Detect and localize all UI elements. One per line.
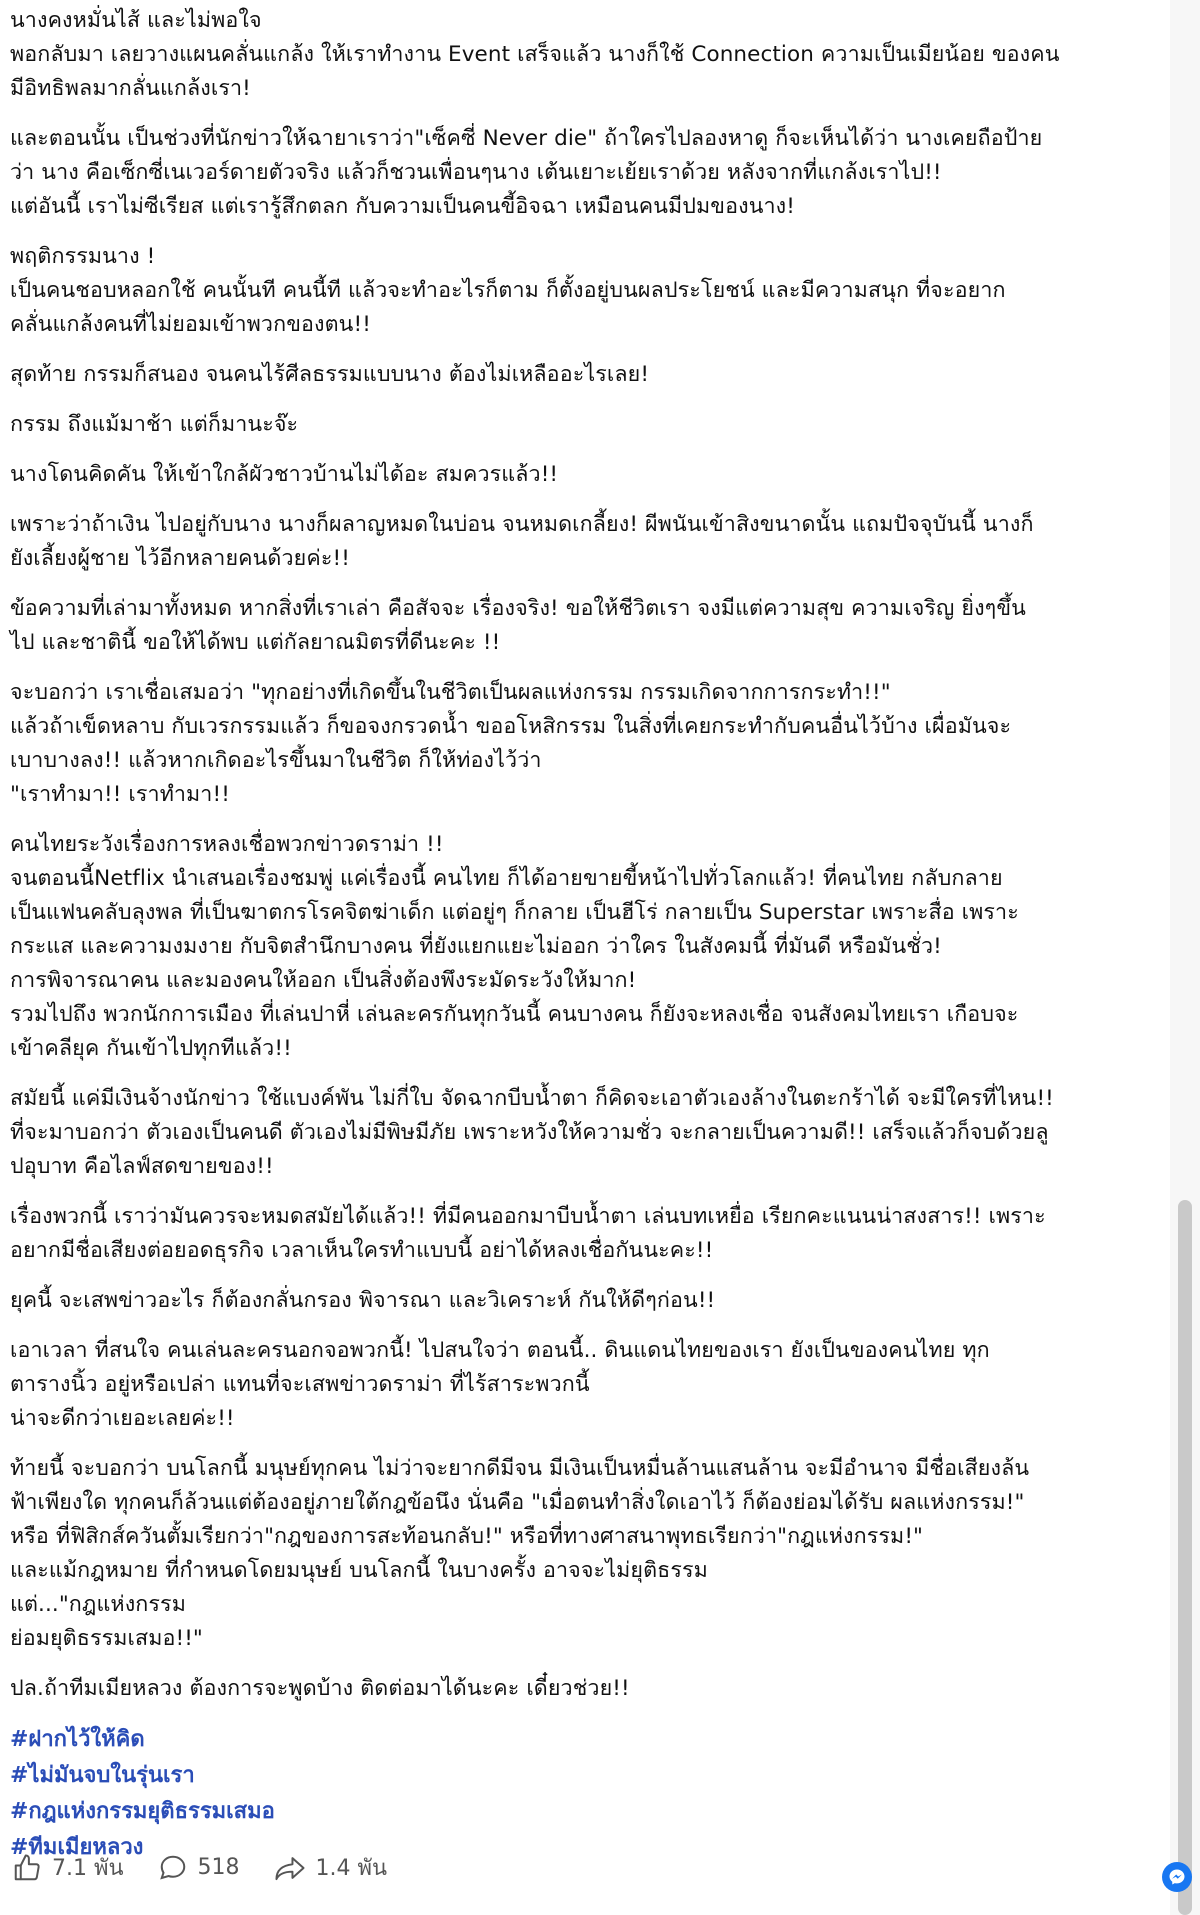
post-text-line: ที่จะมาบอกว่า ตัวเองเป็นคนดี ตัวเองไม่มีพิษมีภัย เพราะหวังให้ความชั่ว จะกลายเป็นความดี!! เสร็จแล้วก็จบด้วยลู bbox=[10, 1120, 1049, 1145]
post-text-line: มีอิทธิพลมากลั่นแกล้งเรา! bbox=[10, 76, 251, 101]
post-text-line: คนไทยระวังเรื่องการหลงเชื่อพวกข่าวดราม่า !! bbox=[10, 832, 444, 857]
post-paragraph bbox=[10, 358, 1154, 392]
like-count: 7.1 พัน bbox=[52, 1856, 124, 1881]
post-paragraph bbox=[10, 828, 1154, 1066]
post-text-line: นางคงหมั่นไส้ และไม่พอใจ bbox=[10, 8, 262, 33]
messenger-icon bbox=[1168, 1868, 1186, 1886]
post-paragraph bbox=[10, 676, 1154, 812]
post-text-line: แต่อันนี้ เราไม่ซีเรียส แต่เรารู้สึกตลก กับความเป็นคนขี้อิจฉา เหมือนคนมีปมของนาง! bbox=[10, 194, 795, 219]
post-text-line: เพราะว่าถ้าเงิน ไปอยู่กับนาง นางก็ผลาญหมดในบ่อน จนหมดเกลี้ยง! ผีพนันเข้าสิงขนาดนั้น แถมปัจจุบันนี้ นางก็ bbox=[10, 512, 1034, 537]
post-text-line: คลั่นแกล้งคนที่ไม่ยอมเข้าพวกของตน!! bbox=[10, 312, 371, 337]
hashtag-link[interactable]: #ไม่มันจบในรุ่นเรา bbox=[10, 1763, 195, 1788]
post-text-line: น่าจะดีกว่าเยอะเลยค่ะ!! bbox=[10, 1406, 235, 1431]
post-paragraph bbox=[10, 240, 1154, 342]
post-text-line: และแม้กฎหมาย ที่กำหนดโดยมนุษย์ บนโลกนี้ ในบางครั้ง อาจจะไม่ยุติธรรม bbox=[10, 1558, 708, 1583]
messenger-button[interactable] bbox=[1162, 1862, 1192, 1892]
post-text-line: อยากมีชื่อเสียงต่อยอดธุรกิจ เวลาเห็นใครทำแบบนี้ อย่าได้หลงเชื่อกันนะคะ!! bbox=[10, 1238, 714, 1263]
share-button[interactable] bbox=[274, 1850, 388, 1885]
comment-count: 518 bbox=[197, 1855, 240, 1880]
post-text-line: พฤติกรรมนาง ! bbox=[10, 244, 156, 269]
post-text-line: ย่อมยุติธรรมเสมอ!!" bbox=[10, 1626, 203, 1651]
post-text-line: กระแส และความงมงาย กับจิตสำนึกบางคน ที่ยังแยกแยะไม่ออก ว่าใคร ในสังคมนี้ ที่มันดี หรือมันชั่ว! bbox=[10, 934, 942, 959]
post-text-line: เอาเวลา ที่สนใจ คนเล่นละครนอกจอพวกนี้! ไปสนใจว่า ตอนนี้.. ดินแดนไทยของเรา ยังเป็นของคนไทย ทุก bbox=[10, 1338, 990, 1363]
post-text-line: กรรม ถึงแม้มาช้า แต่ก็มานะจ๊ะ bbox=[10, 412, 299, 437]
comment-bubble-icon bbox=[158, 1853, 188, 1883]
post-paragraph bbox=[10, 1284, 1154, 1318]
post-text-line: แต่..."กฎแห่งกรรม bbox=[10, 1592, 186, 1617]
post-text-line: หรือ ที่ฟิสิกส์ควันตั้มเรียกว่า"กฎของการสะท้อนกลับ!" หรือที่ทางศาสนาพุทธเรียกว่า"กฎแห่งกรรม!" bbox=[10, 1524, 924, 1549]
post-text-line: "เราทำมา!! เราทำมา!! bbox=[10, 782, 230, 807]
post-paragraph bbox=[10, 4, 1154, 106]
post-text-line: ปล.ถ้าทีมเมียหลวง ต้องการจะพูดบ้าง ติดต่อมาได้นะคะ เดี๋ยวช่วย!! bbox=[10, 1676, 630, 1701]
post-text-line: รวมไปถึง พวกนักการเมือง ที่เล่นปาหี่ เล่นละครกันทุกวันนี้ คนบางคน ก็ยังจะหลงเชื่อ จนสังคมไทยเรา เกือบจะ bbox=[10, 1002, 1019, 1027]
post-paragraph bbox=[10, 1334, 1154, 1436]
post-paragraph bbox=[10, 458, 1154, 492]
post-text-line: สุดท้าย กรรมก็สนอง จนคนไร้ศีลธรรมแบบนาง ต้องไม่เหลืออะไรเลย! bbox=[10, 362, 650, 387]
post-text-line: ยุคนี้ จะเสพข่าวอะไร ก็ต้องกลั่นกรอง พิจารณา และวิเคราะห์ กันให้ดีๆก่อน!! bbox=[10, 1288, 716, 1313]
post-text-line: ยังเลี้ยงผู้ชาย ไว้อีกหลายคนด้วยค่ะ!! bbox=[10, 546, 350, 571]
hashtag-link[interactable]: #ทีมเมียหลวง bbox=[10, 1835, 144, 1860]
hashtag-link[interactable]: #ฝากไว้ให้คิด bbox=[10, 1727, 145, 1752]
like-button[interactable] bbox=[12, 1850, 124, 1885]
post-text-line: จะบอกว่า เราเชื่อเสมอว่า "ทุกอย่างที่เกิดขึ้นในชีวิตเป็นผลแห่งกรรม กรรมเกิดจากการกระทำ!!" bbox=[10, 680, 891, 705]
post-text-line: เรื่องพวกนี้ เราว่ามันควรจะหมดสมัยได้แล้ว!! ที่มีคนออกมาบีบน้ำตา เล่นบทเหยื่อ เรียกคะแนนน่าสงสาร!! เพราะ bbox=[10, 1204, 1046, 1229]
comment-button[interactable] bbox=[158, 1853, 240, 1883]
post-text-line: เบาบางลง!! แล้วหากเกิดอะไรขึ้นมาในชีวิต ก็ให้ท่องไว้ว่า bbox=[10, 748, 542, 773]
share-count: 1.4 พัน bbox=[315, 1856, 388, 1881]
post-text-line: ปอุบาท คือไลฟ์สดขายของ!! bbox=[10, 1154, 274, 1179]
post-text-line: พอกลับมา เลยวางแผนคลั่นแกล้ง ให้เราทำงาน Event เสร็จแล้ว นางก็ใช้ Connection ความเป็นเมียน้อย ของคน bbox=[10, 42, 1060, 67]
post-paragraph bbox=[10, 1452, 1154, 1656]
post-paragraph bbox=[10, 1082, 1154, 1184]
post-text-line: ไป และชาตินี้ ขอให้ได้พบ แต่กัลยาณมิตรที่ดีนะคะ !! bbox=[10, 630, 501, 655]
thumbs-up-icon bbox=[12, 1853, 42, 1883]
hashtag-list bbox=[10, 1722, 1154, 1866]
scrollbar-thumb[interactable] bbox=[1178, 1200, 1192, 1915]
post-text-line: นางโดนคิดคัน ให้เข้าใกล้ผัวชาวบ้านไม่ได้อะ สมควรแล้ว!! bbox=[10, 462, 559, 487]
post-text-line: ข้อความที่เล่ามาทั้งหมด หากสิ่งที่เราเล่า คือสัจจะ เรื่องจริง! ขอให้ชีวิตเรา จงมีแต่ความสุข ความเจริญ ยิ่งๆขึ้น bbox=[10, 596, 1026, 621]
post-text-line: แล้วถ้าเข็ดหลาบ กับเวรกรรมแล้ว ก็ขอจงกรวดน้ำ ขออโหสิกรรม ในสิ่งที่เคยกระทำกับคนอื่นไว้บ้าง เผื่อมันจะ bbox=[10, 714, 1012, 739]
share-arrow-icon bbox=[274, 1853, 306, 1883]
post-paragraph bbox=[10, 1200, 1154, 1268]
post-text-line: สมัยนี้ แค่มีเงินจ้างนักข่าว ใช้แบงค์พัน ไม่กี่ใบ จัดฉากบีบน้ำตา ก็คิดจะเอาตัวเองล้างในตะกร้าได้ จะมีใครที่ไหน!! bbox=[10, 1086, 1054, 1111]
post-paragraph bbox=[10, 122, 1154, 224]
post-text-line: ฟ้าเพียงใด ทุกคนก็ล้วนแต่ต้องอยู่ภายใต้กฎข้อนึง นั่นคือ "เมื่อตนทำสิ่งใดเอาไว้ ก็ต้องย่อมได้รับ ผลแห่งกรรม!" bbox=[10, 1490, 1025, 1515]
post-text-line: จนตอนนี้Netflix นำเสนอเรื่องชมพู่ แค่เรื่องนี้ คนไทย ก็ได้อายขายขี้หน้าไปทั่วโลกแล้ว! ที่คนไทย กลับกลาย bbox=[10, 866, 1003, 891]
reaction-bar bbox=[12, 1850, 387, 1885]
post-text-line: และตอนนั้น เป็นช่วงที่นักข่าวให้ฉายาเราว่า"เซ็คซี่ Never die" ถ้าใครไปลองหาดู ก็จะเห็นได้ว่า นางเคยถือป้าย bbox=[10, 126, 1043, 151]
hashtag-link[interactable]: #กฎแห่งกรรมยุติธรรมเสมอ bbox=[10, 1799, 275, 1824]
post-text-line: ตารางนิ้ว อยู่หรือเปล่า แทนที่จะเสพข่าวดราม่า ที่ไร้สาระพวกนี้ bbox=[10, 1372, 590, 1397]
post-paragraph bbox=[10, 1672, 1154, 1706]
post-paragraph bbox=[10, 508, 1154, 576]
post-paragraph bbox=[10, 408, 1154, 442]
post-text-line: การพิจารณาคน และมองคนให้ออก เป็นสิ่งต้องพึงระมัดระวังให้มาก! bbox=[10, 968, 637, 993]
post-text bbox=[10, 4, 1154, 1706]
post-paragraph bbox=[10, 592, 1154, 660]
post-text-line: ว่า นาง คือเซ็กซี่เนเวอร์ดายตัวจริง แล้วก็ชวนเพื่อนๆนาง เต้นเยาะเย้ยเราด้วย หลังจากที่แกล้งเราไป!! bbox=[10, 160, 942, 185]
scrollbar[interactable] bbox=[1170, 0, 1200, 1915]
post-text-line: เป็นแฟนคลับลุงพล ที่เป็นฆาตกรโรคจิตฆ่าเด็ก แต่อยู่ๆ ก็กลาย เป็นฮีโร่ กลายเป็น Superstar เพราะสื่อ เพราะ bbox=[10, 900, 1019, 925]
post-text-line: ท้ายนี้ จะบอกว่า บนโลกนี้ มนุษย์ทุกคน ไม่ว่าจะยากดีมีจน มีเงินเป็นหมื่นล้านแสนล้าน จะมีอำนาจ มีชื่อเสียงล้น bbox=[10, 1456, 1030, 1481]
post-text-line: เข้าคลียุค กันเข้าไปทุกทีแล้ว!! bbox=[10, 1036, 292, 1061]
post-text-line: เป็นคนชอบหลอกใช้ คนนั้นที คนนี้ที แล้วจะทำอะไรก็ตาม ก็ตั้งอยู่บนผลประโยชน์ และมีความสนุก ที่จะอยาก bbox=[10, 278, 1006, 303]
